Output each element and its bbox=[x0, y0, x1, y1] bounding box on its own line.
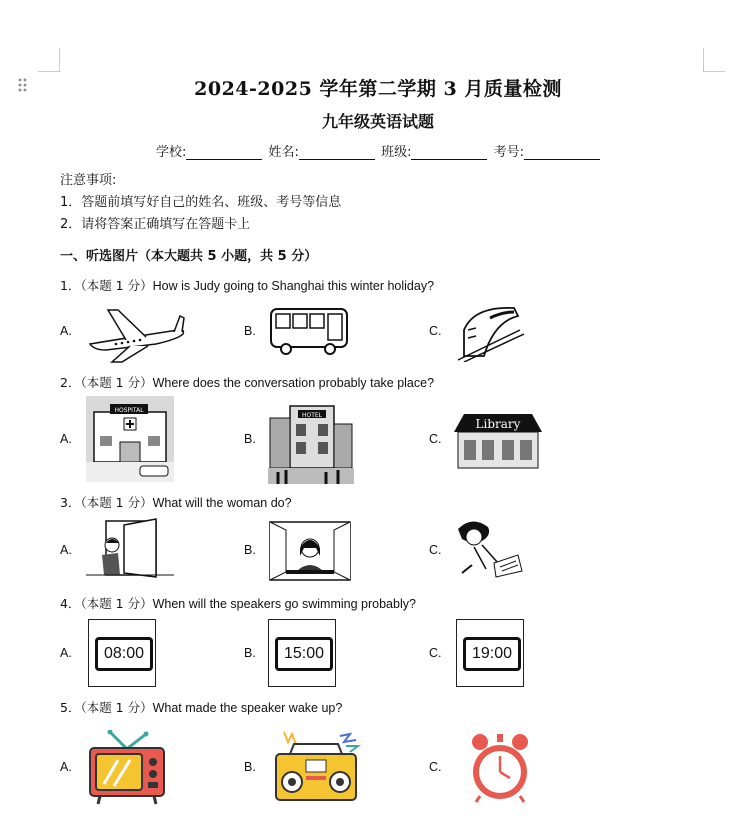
exam-title: 2024-2025 学年第二学期 3 月质量检测 bbox=[194, 78, 562, 100]
option-c[interactable]: C. bbox=[429, 760, 442, 774]
student-info-line bbox=[156, 141, 602, 160]
exam-subtitle: 九年级英语试题 bbox=[321, 112, 434, 131]
question-3 bbox=[60, 493, 292, 511]
option-c[interactable]: C. bbox=[429, 324, 442, 338]
radio-icon[interactable] bbox=[268, 730, 368, 804]
tv-icon[interactable] bbox=[88, 730, 166, 806]
question-number: 4．（本题 1 分） bbox=[60, 596, 153, 611]
option-a[interactable]: A. bbox=[60, 324, 72, 338]
question-number: 3．（本题 1 分） bbox=[60, 495, 153, 510]
bus-icon[interactable] bbox=[268, 305, 352, 357]
train-icon[interactable] bbox=[454, 300, 524, 362]
class-label: 班级: bbox=[381, 145, 412, 160]
hospital-sign: HOSPITAL bbox=[114, 407, 144, 414]
option-b[interactable]: B. bbox=[244, 432, 256, 446]
question-text: What made the speaker wake up? bbox=[152, 701, 343, 715]
option-b[interactable]: B. bbox=[244, 324, 256, 338]
question-text: What will the woman do? bbox=[152, 496, 292, 510]
hotel-icon[interactable] bbox=[268, 398, 354, 484]
library-icon[interactable] bbox=[452, 410, 544, 470]
option-a[interactable]: A. bbox=[60, 432, 72, 446]
option-a[interactable]: A. bbox=[60, 760, 72, 774]
option-c[interactable]: C. bbox=[429, 543, 442, 557]
digital-clock-b[interactable] bbox=[268, 619, 336, 687]
note-item: 2．请将答案正确填写在答题卡上 bbox=[60, 217, 251, 232]
school-blank[interactable] bbox=[186, 145, 262, 160]
question-2 bbox=[60, 373, 434, 391]
question-text: Where does the conversation probably take place? bbox=[152, 376, 435, 390]
name-label: 姓名: bbox=[268, 145, 299, 160]
sweep-floor-icon[interactable] bbox=[452, 515, 524, 581]
option-b[interactable]: B. bbox=[244, 646, 256, 660]
school-label: 学校: bbox=[156, 145, 187, 160]
digital-clock-a[interactable] bbox=[88, 619, 156, 687]
class-blank[interactable] bbox=[411, 145, 487, 160]
option-b[interactable]: B. bbox=[244, 760, 256, 774]
question-1 bbox=[60, 276, 434, 294]
question-number: 2．（本题 1 分） bbox=[60, 375, 153, 390]
hospital-icon[interactable] bbox=[86, 396, 174, 482]
section-title: 一、听选图片（本大题共 5 小题，共 5 分） bbox=[60, 249, 318, 264]
page-corner-top-left bbox=[38, 48, 60, 72]
open-window-icon[interactable] bbox=[268, 520, 352, 582]
clock-time: 19:00 bbox=[463, 637, 521, 671]
question-text: How is Judy going to Shanghai this winter holiday? bbox=[152, 279, 435, 293]
option-c[interactable]: C. bbox=[429, 432, 442, 446]
alarm-clock-icon[interactable] bbox=[468, 732, 532, 804]
question-4 bbox=[60, 594, 416, 612]
digital-clock-c[interactable] bbox=[456, 619, 524, 687]
notes-heading: 注意事项: bbox=[60, 173, 117, 188]
question-5 bbox=[60, 698, 342, 716]
question-number: 1．（本题 1 分） bbox=[60, 278, 153, 293]
page-corner-top-right bbox=[703, 48, 725, 72]
name-blank[interactable] bbox=[299, 145, 375, 160]
option-a[interactable]: A. bbox=[60, 646, 72, 660]
option-b[interactable]: B. bbox=[244, 543, 256, 557]
note-item: 1．答题前填写好自己的姓名、班级、考号等信息 bbox=[60, 195, 342, 210]
option-c[interactable]: C. bbox=[429, 646, 442, 660]
exam-number-label: 考号: bbox=[493, 145, 524, 160]
airplane-icon[interactable] bbox=[86, 300, 186, 364]
clock-time: 15:00 bbox=[275, 637, 333, 671]
open-door-icon[interactable] bbox=[86, 517, 174, 579]
question-number: 5．（本题 1 分） bbox=[60, 700, 153, 715]
hotel-sign: HOTEL bbox=[301, 412, 323, 419]
library-sign: Library bbox=[475, 417, 521, 431]
option-a[interactable]: A. bbox=[60, 543, 72, 557]
question-text: When will the speakers go swimming probably? bbox=[152, 597, 416, 611]
exam-number-blank[interactable] bbox=[524, 145, 600, 160]
clock-time: 08:00 bbox=[95, 637, 153, 671]
